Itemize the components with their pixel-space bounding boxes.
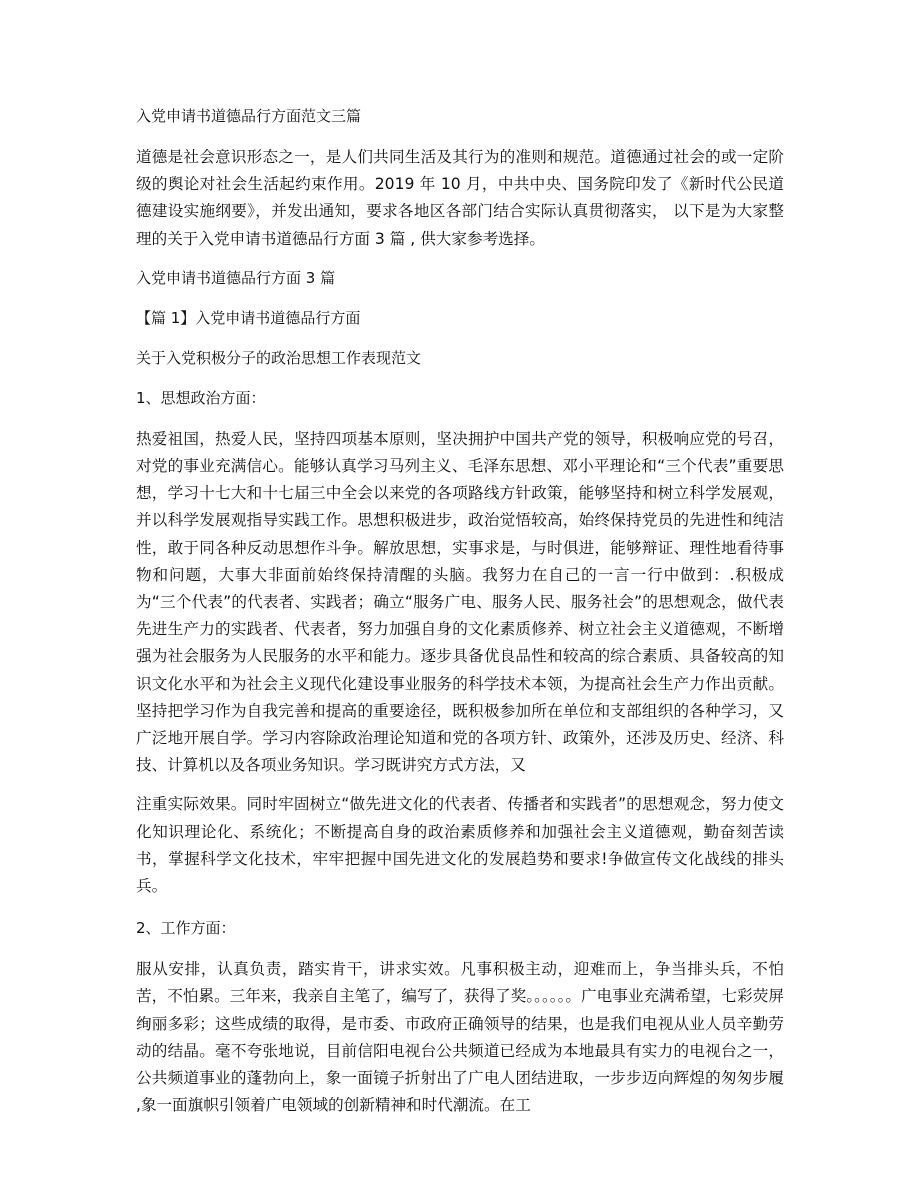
item-heading-politics: 1、思想政治方面：	[136, 388, 266, 407]
section-heading: 【篇 1】入党申请书道德品行方面	[136, 308, 361, 327]
intro-paragraph: 道德是社会意识形态之一，是人们共同生活及其行为的准则和规范。道德通过社会的或一定阶级的舆论对社会生活起约束作用。2019 年 10 月，中共中央、国务院印发了《新时代公民道德建设实施纲要》，并发出通知，要求各地区各部门结合实际认真贯彻落实， 以下是为大家整理的关于入党申请书道德品行方面 3 篇 , 供大家参考选择。	[136, 148, 784, 248]
section-subheading: 关于入党积极分子的政治思想工作表现范文	[136, 348, 422, 367]
item-heading-work: 2、工作方面：	[136, 919, 236, 938]
document-subtitle: 入党申请书道德品行方面 3 篇	[136, 268, 336, 287]
politics-paragraph: 热爱祖国，热爱人民，坚持四项基本原则，坚决拥护中国共产党的领导，积极响应党的号召，对党的事业充满信心。能够认真学习马列主义、毛泽东思想、邓小平理论和“三个代表”重要思想，学习十七大和十七届三中全会以来党的各项路线方针政策，能够坚持和树立科学发展观，并以科学发展观指导实践工作。思想积极进步，政治觉悟较高，始终保持党员的先进性和纯洁性，敢于同各种反动思想作斗争。解放思想，实事求是，与时俱进，能够辩证、理性地看待事物和问题，大事大非面前始终保持清醒的头脑。我努力在自己的一言一行中做到：.积极成为“三个代表”的代表者、实践者；确立“服务广电、服务人民、服务社会”的思想观念，做代表先进生产力的实践者、代表者，努力加强自身的文化素质修养、树立社会主义道德观，不断增强为社会服务为人民服务的水平和能力。逐步具备优良品性和较高的综合素质、具备较高的知识文化水平和为社会主义现代化建设事业服务的科学技术本领，为提高社会生产力作出贡献。坚持把学习作为自我完善和提高的重要途径，既积极参加所在单位和支部组织的各种学习，又广泛地开展自学。学习内容除政治理论知道和党的各项方针、政策外，还涉及历史、经济、科技、计算机以及各项业务知识。学习既讲究方式方法，又	[136, 429, 784, 775]
work-paragraph: 服从安排，认真负责，踏实肯干，讲求实效。凡事积极主动，迎难而上，争当排头兵，不怕苦，不怕累。三年来，我亲自主笔了，编写了，获得了奖。。。。。。广电事业充满希望，七彩荧屏绚丽多彩；这些成绩的取得，是市委、市政府正确领导的结果，也是我们电视从业人员辛勤劳动的结晶。毫不夸张地说，目前信阳电视台公共频道已经成为本地最具有实力的电视台之一，公共频道事业的蓬勃向上，象一面镜子折射出了广电人团结进取，一步步迈向辉煌的匆匆步履 ,象一面旗帜引领着广电领域的创新精神和时代潮流。在工	[136, 960, 784, 1115]
document-page	[136, 104, 784, 1133]
document-title: 入党申请书道德品行方面范文三篇	[136, 107, 362, 125]
politics-paragraph-continued: 注重实际效果。同时牢固树立“做先进文化的代表者、传播者和实践者”的思想观念，努力使文化知识理论化、系统化；不断提高自身的政治素质修养和加强社会主义道德观，勤奋刻苦读书，掌握科学文化技术，牢牢把握中国先进文化的发展趋势和要求!争做宣传文化战线的排头兵。	[136, 795, 784, 896]
